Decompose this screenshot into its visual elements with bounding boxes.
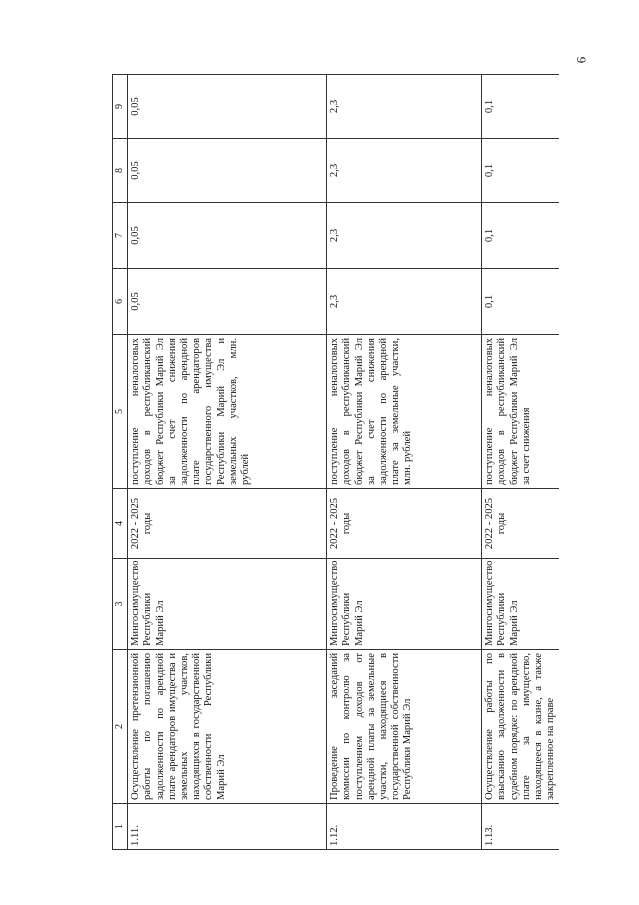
indicator-cell: поступление неналоговых доходов в республиканский бюджет Республики Марий Эл за счет снижения задолженности по арендной плате арендаторов государственного имущества Республики Марий Эл и земельных участков, млн. рублей <box>128 335 327 489</box>
executor-cell: Мингосимущество Республики Марий Эл <box>128 559 327 650</box>
value-col8: 2,3 <box>327 139 482 203</box>
col-header-8: 8 <box>113 139 128 203</box>
value-col9: 0,05 <box>128 75 327 139</box>
period-cell: 2022 - 2025 годы <box>128 489 327 559</box>
value-col7: 2,3 <box>327 203 482 269</box>
indicator-cell: поступление неналоговых доходов в республиканский бюджет Республики Марий Эл за счет снижения <box>482 335 560 489</box>
value-col6: 2,3 <box>327 269 482 335</box>
value-col7: 0,1 <box>482 203 560 269</box>
table-row <box>482 75 560 850</box>
col-header-6: 6 <box>113 269 128 335</box>
activity-cell: Проведение заседаний комиссии по контролю за поступлением доходов от арендной платы за земельные участки, находящиеся в государственной собственности Республики Марий Эл <box>327 650 482 804</box>
row-number: 1.11. <box>128 804 327 850</box>
col-header-5: 5 <box>113 335 128 489</box>
header-row <box>113 75 128 850</box>
activity-cell: Осуществление претензионной работы по погашению задолженности по арендной плате арендаторов имущества и земельных участков, находящихся в государственной собственности Республики Марий Эл <box>128 650 327 804</box>
executor-cell: Мингосимущество Республики Марий Эл <box>482 559 560 650</box>
table-row <box>327 75 482 850</box>
value-col8: 0,1 <box>482 139 560 203</box>
col-header-1: 1 <box>113 804 128 850</box>
value-col8: 0,05 <box>128 139 327 203</box>
period-cell: 2022 - 2025 годы <box>327 489 482 559</box>
rotated-table-container <box>112 75 557 850</box>
page-number: 6 <box>573 56 589 64</box>
col-header-3: 3 <box>113 559 128 650</box>
value-col6: 0,1 <box>482 269 560 335</box>
row-number: 1.12. <box>327 804 482 850</box>
col-header-9: 9 <box>113 75 128 139</box>
value-col7: 0,05 <box>128 203 327 269</box>
measures-table <box>112 74 559 850</box>
value-col9: 0,1 <box>482 75 560 139</box>
col-header-2: 2 <box>113 650 128 804</box>
activity-cell: Осуществление работы по взысканию задолженности в судебном порядке: по арендной плате за имущество, находящееся в казне, а также закрепленное на праве <box>482 650 560 804</box>
row-number: 1.13. <box>482 804 560 850</box>
value-col9: 2,3 <box>327 75 482 139</box>
period-cell: 2022 - 2025 годы <box>482 489 560 559</box>
col-header-4: 4 <box>113 489 128 559</box>
col-header-7: 7 <box>113 203 128 269</box>
indicator-cell: поступление неналоговых доходов в республиканский бюджет Республики Марий Эл за счет снижения задолженности по арендной плате за земельные участки, млн. рублей <box>327 335 482 489</box>
executor-cell: Мингосимущество Республики Марий Эл <box>327 559 482 650</box>
value-col6: 0,05 <box>128 269 327 335</box>
table-row <box>128 75 327 850</box>
